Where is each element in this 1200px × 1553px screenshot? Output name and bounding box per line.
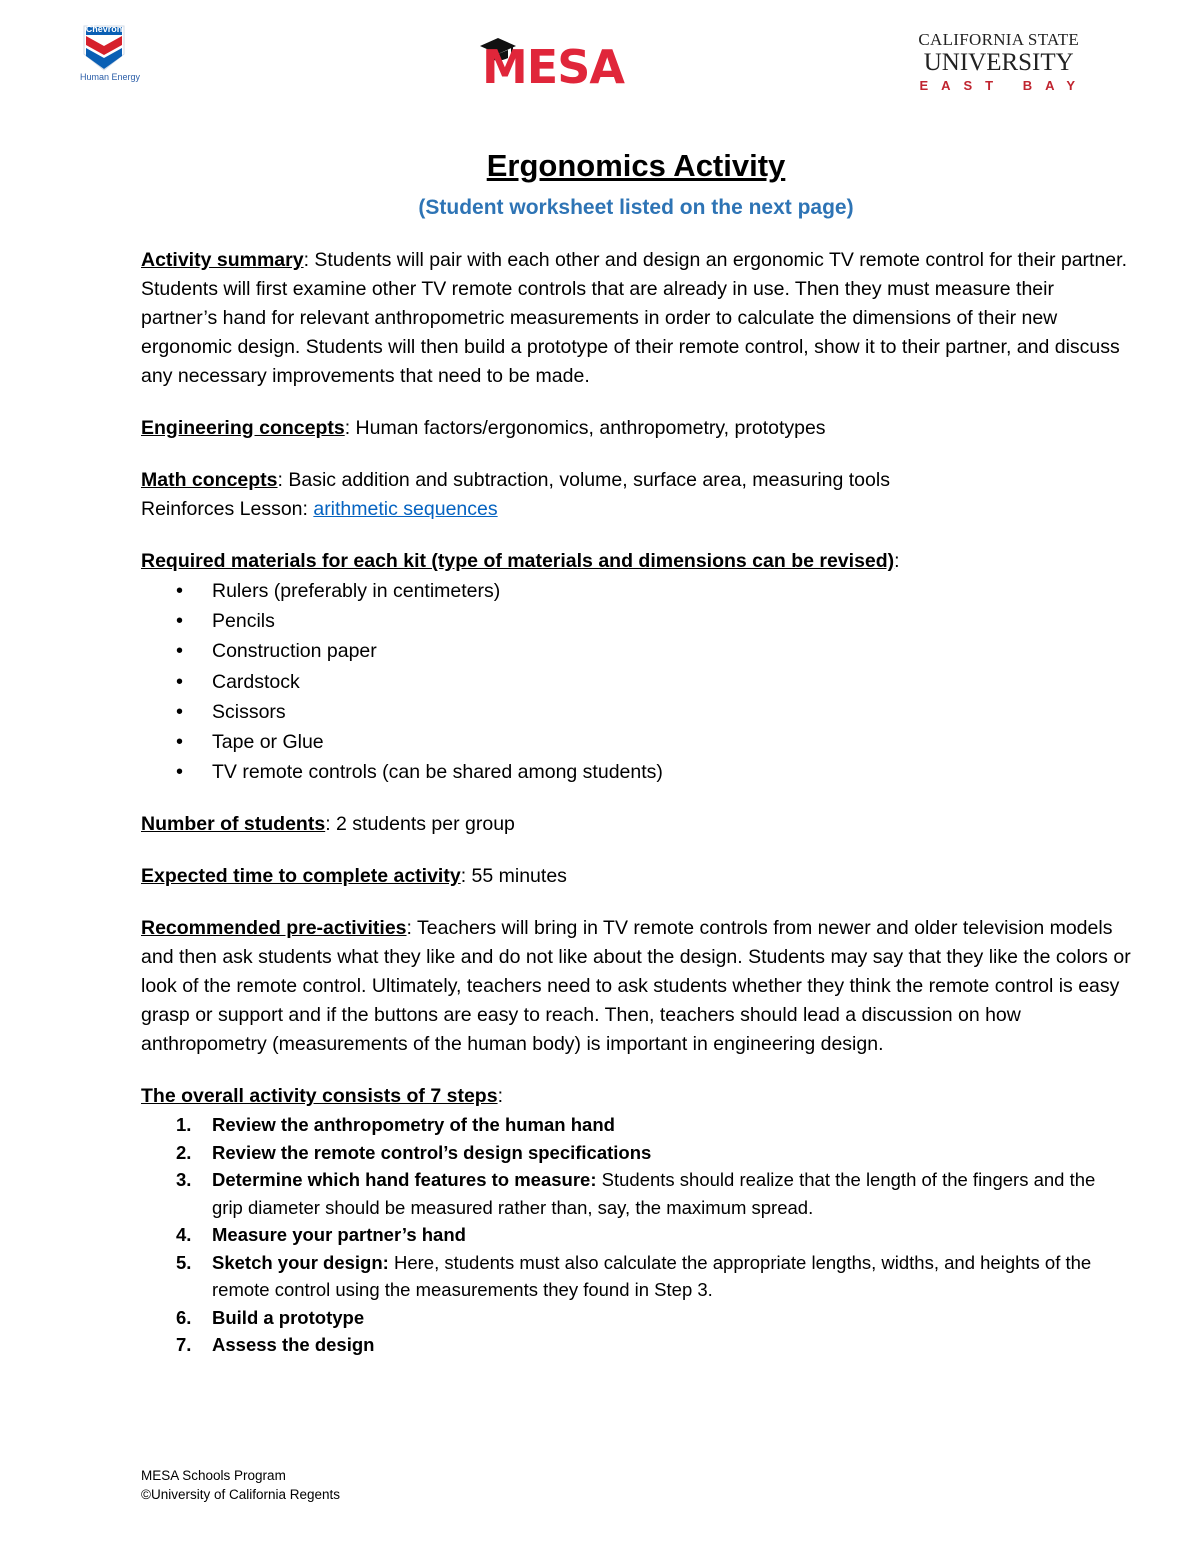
list-item: • Pencils xyxy=(141,606,1131,636)
step-title: Determine which hand features to measure: xyxy=(212,1169,597,1191)
expected-time xyxy=(141,862,1131,891)
step-item xyxy=(141,1221,1131,1249)
page-footer xyxy=(141,1466,340,1504)
chevron-logo xyxy=(78,24,158,88)
engineering-concepts xyxy=(141,414,1131,443)
step-item xyxy=(141,1331,1131,1359)
steps-list xyxy=(141,1111,1131,1359)
pre-activities xyxy=(141,914,1131,1059)
step-item xyxy=(141,1249,1131,1304)
list-item: • Rulers (preferably in centimeters) xyxy=(141,576,1131,606)
math-concepts-label: Math concepts xyxy=(141,469,278,491)
step-number: 2. xyxy=(176,1141,192,1163)
document-body xyxy=(141,246,1131,1359)
expected-time-text: : 55 minutes xyxy=(460,865,567,888)
step-item xyxy=(141,1166,1131,1221)
number-of-students-text: : 2 students per group xyxy=(325,813,515,836)
required-materials-colon: : xyxy=(894,550,900,572)
list-item: • TV remote controls (can be shared among students) xyxy=(141,757,1131,787)
step-number: 4. xyxy=(176,1224,192,1246)
number-of-students xyxy=(141,810,1131,839)
step-item xyxy=(141,1139,1131,1167)
csu-line1: CALIFORNIA STATE xyxy=(918,30,1080,49)
footer-copyright: ©University of California Regents xyxy=(141,1487,341,1502)
chevron-name: Chevron xyxy=(85,24,123,34)
pre-activities-label: Recommended pre-activities xyxy=(141,917,407,940)
chevron-tagline: Human Energy xyxy=(80,72,141,82)
page-title: Ergonomics Activity xyxy=(486,148,786,183)
step-title: Review the anthropometry of the human hand xyxy=(212,1114,615,1136)
step-title: Review the remote control’s design specifications xyxy=(212,1141,652,1163)
materials-list xyxy=(141,576,1131,787)
footer-program: MESA Schools Program xyxy=(141,1468,286,1483)
list-item: • Cardstock xyxy=(141,667,1131,697)
page-subtitle: (Student worksheet listed on the next page) xyxy=(418,196,854,219)
step-title: Measure your partner’s hand xyxy=(212,1224,466,1246)
steps-heading xyxy=(141,1082,1131,1111)
step-number: 6. xyxy=(176,1306,192,1328)
engineering-concepts-text: : Human factors/ergonomics, anthropometry, prototypes xyxy=(344,417,826,439)
math-concepts xyxy=(141,466,1131,495)
step-number: 5. xyxy=(176,1251,192,1273)
step-title: Sketch your design: xyxy=(212,1251,389,1273)
arithmetic-sequences-link[interactable]: arithmetic sequences xyxy=(313,498,498,520)
mesa-wordmark: MESA xyxy=(482,40,624,94)
number-of-students-label: Number of students xyxy=(141,813,326,836)
steps-heading-label: The overall activity consists of 7 steps xyxy=(141,1085,498,1108)
mesa-logo xyxy=(470,26,630,92)
csu-line2: UNIVERSITY xyxy=(923,49,1074,76)
step-item xyxy=(141,1111,1131,1139)
list-item: • Construction paper xyxy=(141,636,1131,666)
csu-line3: EAST BAY xyxy=(919,78,1088,93)
activity-summary-text: : Students will pair with each other and design an ergonomic TV remote control for their partner. Students will first examine other TV remote controls that are already in use. Then they must measure their partner’s hand for relevant anthropometric measurements in order to calculate the dimensions of their new ergonomic design. Students will then build a prototype of their remote control, show it to their partner, and discuss any necessary improvements that need to be made. xyxy=(141,249,1127,387)
activity-summary-label: Activity summary xyxy=(141,249,304,271)
engineering-concepts-label: Engineering concepts xyxy=(141,417,345,439)
step-detail: Students should realize that the length of the fingers and the grip diameter should be measured rather than, say, the maximum spread. xyxy=(212,1169,1096,1218)
reinforces-lesson xyxy=(141,495,1131,524)
step-title: Assess the design xyxy=(212,1334,375,1356)
steps-heading-colon: : xyxy=(497,1085,503,1108)
step-item xyxy=(141,1304,1131,1332)
expected-time-label: Expected time to complete activity xyxy=(141,865,461,888)
reinforces-lesson-label: Reinforces Lesson: xyxy=(141,498,314,520)
math-concepts-text: : Basic addition and subtraction, volume, surface area, measuring tools xyxy=(277,469,890,491)
pre-activities-text: : Teachers will bring in TV remote controls from newer and older television models and then ask students what they like and do not like about the design. Students may say that they like the colors or look of the remote control. Ultimately, teachers need to ask students whether they think the remote control is easy grasp or support and if the buttons are easy to reach. Then, teachers should lead a discussion on how anthropometry (measurements of the human body) is important in engineering design. xyxy=(141,917,1131,1056)
step-number: 7. xyxy=(176,1334,192,1356)
csu-east-bay-logo xyxy=(909,30,1088,93)
list-item: • Scissors xyxy=(141,697,1131,727)
step-title: Build a prototype xyxy=(212,1306,365,1328)
step-number: 3. xyxy=(176,1169,192,1191)
step-detail: Here, students must also calculate the appropriate lengths, widths, and heights of the remote control using the measurements they found in Step 3. xyxy=(212,1251,1092,1301)
activity-summary xyxy=(141,246,1131,391)
step-number: 1. xyxy=(176,1114,192,1136)
required-materials xyxy=(141,547,1131,576)
required-materials-label: Required materials for each kit (type of materials and dimensions can be revised) xyxy=(141,550,895,572)
list-item: • Tape or Glue xyxy=(141,727,1131,757)
